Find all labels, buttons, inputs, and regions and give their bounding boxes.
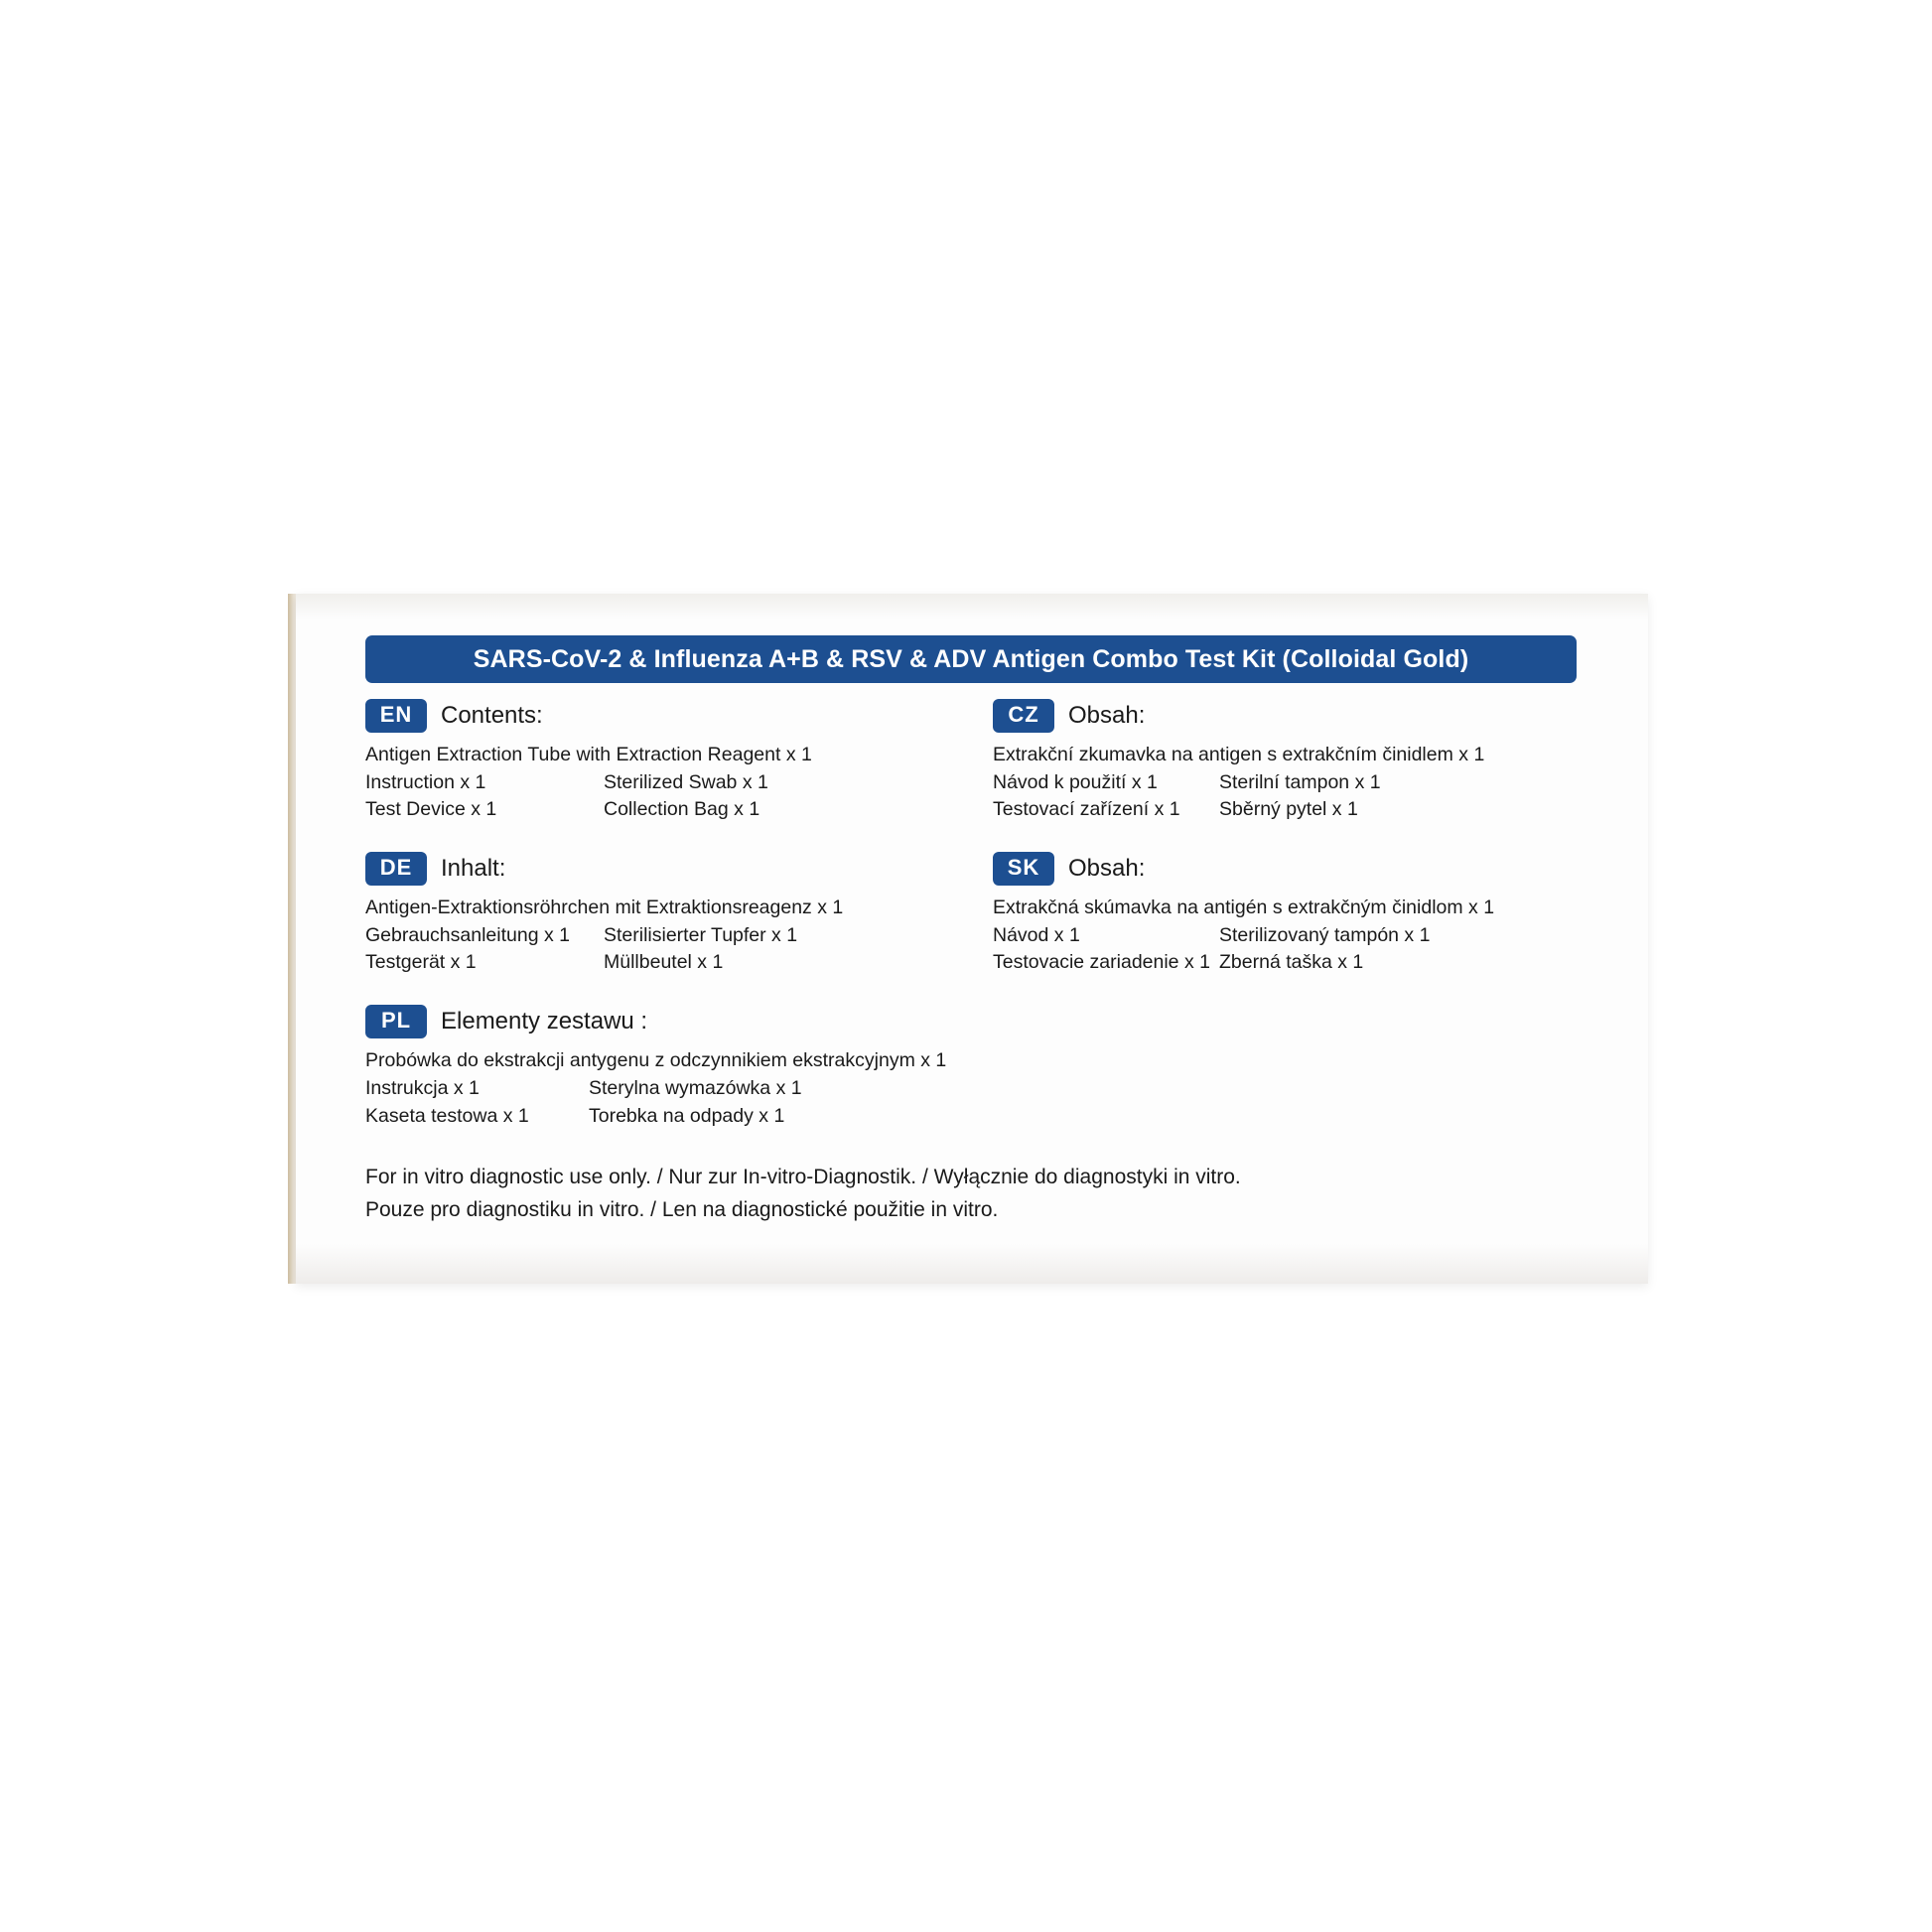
list-item: Extrakčná skúmavka na antigén s extrakčným činidlom x 1 <box>993 897 1495 919</box>
language-label-pl: Elementy zestawu : <box>441 1008 648 1035</box>
ivd-footer-line-2: Pouze pro diagnostiku in vitro. / Len na diagnostické použitie in vitro. <box>365 1197 999 1221</box>
list-item-right: Sterilní tampon x 1 <box>1219 770 1381 793</box>
language-label-sk: Obsah: <box>1068 855 1146 883</box>
list-item-right: Torebka na odpady x 1 <box>589 1104 785 1127</box>
list-item-left: Testovací zařízení x 1 <box>993 798 1180 821</box>
list-item: Probówka do ekstrakcji antygenu z odczynnikiem ekstrakcyjnym x 1 <box>365 1049 947 1072</box>
product-box <box>288 594 1648 1284</box>
list-item: Antigen Extraction Tube with Extraction Reagent x 1 <box>365 744 812 765</box>
list-item <box>993 796 1569 824</box>
list-item-left: Test Device x 1 <box>365 798 497 821</box>
language-heading-pl <box>365 1005 1120 1038</box>
language-tag-de: DE <box>365 852 427 886</box>
box-front-face <box>296 594 1648 1284</box>
list-item-left: Návod x 1 <box>993 923 1080 946</box>
list-item-left: Gebrauchsanleitung x 1 <box>365 923 570 946</box>
list-item <box>365 1103 1120 1131</box>
language-tag-en: EN <box>365 699 427 733</box>
list-item-right: Collection Bag x 1 <box>604 798 760 821</box>
list-item <box>365 769 941 797</box>
language-block-pl <box>365 1005 1120 1130</box>
list-item-left: Kaseta testowa x 1 <box>365 1104 529 1127</box>
list-item-left: Testgerät x 1 <box>365 951 477 974</box>
list-item <box>993 949 1569 977</box>
language-block-en <box>365 699 941 824</box>
list-item-left: Instrukcja x 1 <box>365 1076 480 1099</box>
language-heading-de <box>365 852 941 886</box>
list-item: Extrakční zkumavka na antigen s extrakčním činidlem x 1 <box>993 744 1485 765</box>
list-item-right: Müllbeutel x 1 <box>604 951 724 974</box>
language-tag-pl: PL <box>365 1005 427 1038</box>
list-item <box>993 922 1569 950</box>
product-title-banner <box>365 635 1577 683</box>
page-title: SARS-CoV-2 & Influenza A+B & RSV & ADV Antigen Combo Test Kit (Colloidal Gold) <box>473 644 1469 673</box>
language-label-cz: Obsah: <box>1068 702 1146 729</box>
list-item <box>993 769 1569 797</box>
list-item-left: Instruction x 1 <box>365 770 486 793</box>
list-item: Antigen-Extraktionsröhrchen mit Extraktionsreagenz x 1 <box>365 897 844 919</box>
language-label-en: Contents: <box>441 702 543 729</box>
language-heading-cz <box>993 699 1569 733</box>
list-item-left: Testovacie zariadenie x 1 <box>993 951 1210 974</box>
list-item <box>365 1075 1120 1103</box>
list-item <box>365 796 941 824</box>
list-item-left: Návod k použití x 1 <box>993 770 1158 793</box>
list-item-right: Sterilisierter Tupfer x 1 <box>604 923 798 946</box>
list-item-right: Sterilizovaný tampón x 1 <box>1219 923 1431 946</box>
language-heading-sk <box>993 852 1569 886</box>
language-tag-sk: SK <box>993 852 1054 886</box>
language-tag-cz: CZ <box>993 699 1054 733</box>
contents-column-right <box>993 699 1569 1005</box>
language-block-de <box>365 852 941 977</box>
language-block-sk <box>993 852 1569 977</box>
language-block-cz <box>993 699 1569 824</box>
ivd-footer <box>365 1162 1587 1226</box>
list-item <box>365 922 941 950</box>
contents-area <box>365 699 1587 1146</box>
list-item-right: Sterilized Swab x 1 <box>604 770 768 793</box>
language-heading-en <box>365 699 941 733</box>
contents-column-left <box>365 699 947 1158</box>
language-label-de: Inhalt: <box>441 855 506 883</box>
list-item-right: Sterylna wymazówka x 1 <box>589 1076 802 1099</box>
ivd-footer-line-1: For in vitro diagnostic use only. / Nur zur In-vitro-Diagnostik. / Wyłącznie do diagnostyki in vitro. <box>365 1166 1241 1188</box>
list-item <box>365 949 941 977</box>
list-item-right: Zberná taška x 1 <box>1219 951 1364 974</box>
list-item-right: Sběrný pytel x 1 <box>1219 798 1358 821</box>
